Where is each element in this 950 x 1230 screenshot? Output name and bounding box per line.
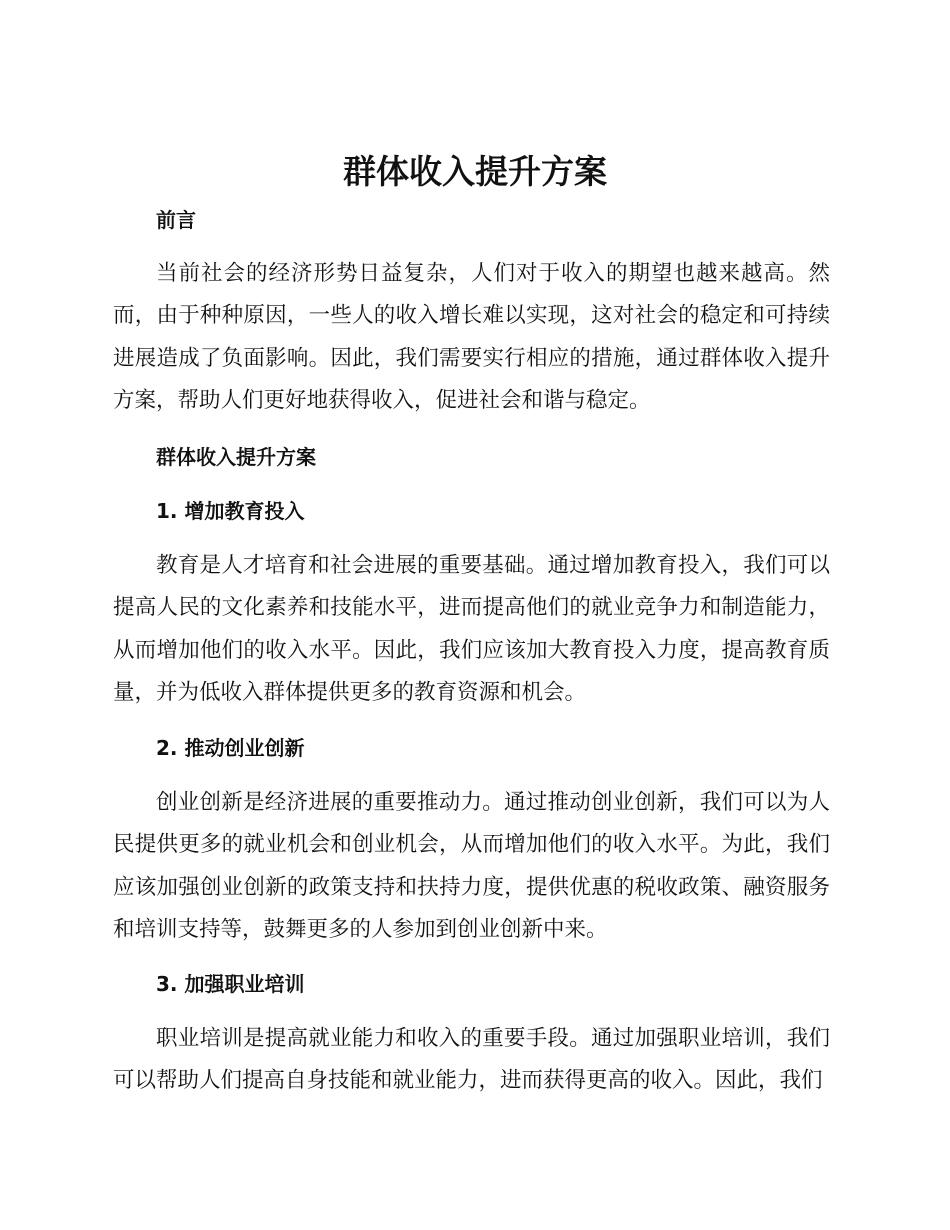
section-heading-vocational-training: 3. 加强职业培训 [156, 972, 305, 996]
section-paragraph-vocational-training: 职业培训是提高就业能力和收入的重要手段。通过加强职业培训，我们可以帮助人们提高自身技能和就业能力，进而获得更高的收入。因此，我们 [113, 1026, 830, 1094]
plan-heading: 群体收入提升方案 [156, 445, 316, 469]
section-paragraph-entrepreneurship: 创业创新是经济进展的重要推动力。通过推动创业创新，我们可以为人民提供更多的就业机会和创业机会，从而增加他们的收入水平。为此，我们应该加强创业创新的政策支持和扶持力度，提供优惠的税收政策、融资服务和培训支持等，鼓舞更多的人参加到创业创新中来。 [113, 790, 830, 942]
section-heading-entrepreneurship: 2. 推动创业创新 [156, 736, 305, 760]
section-paragraph-education: 教育是人才培育和社会进展的重要基础。通过增加教育投入，我们可以提高人民的文化素养和技能水平，进而提高他们的就业竞争力和制造能力，从而增加他们的收入水平。因此，我们应该加大教育投入力度，提高教育质量，并为低收入群体提供更多的教育资源和机会。 [113, 553, 830, 705]
preface-heading: 前言 [156, 208, 196, 232]
preface-paragraph: 当前社会的经济形势日益复杂，人们对于收入的期望也越来越高。然而，由于种种原因，一些人的收入增长难以实现，这对社会的稳定和可持续进展造成了负面影响。因此，我们需要实行相应的措施，通过群体收入提升方案，帮助人们更好地获得收入，促进社会和谐与稳定。 [113, 261, 830, 413]
document-title: 群体收入提升方案 [343, 152, 607, 191]
section-heading-education: 1. 增加教育投入 [156, 499, 305, 523]
